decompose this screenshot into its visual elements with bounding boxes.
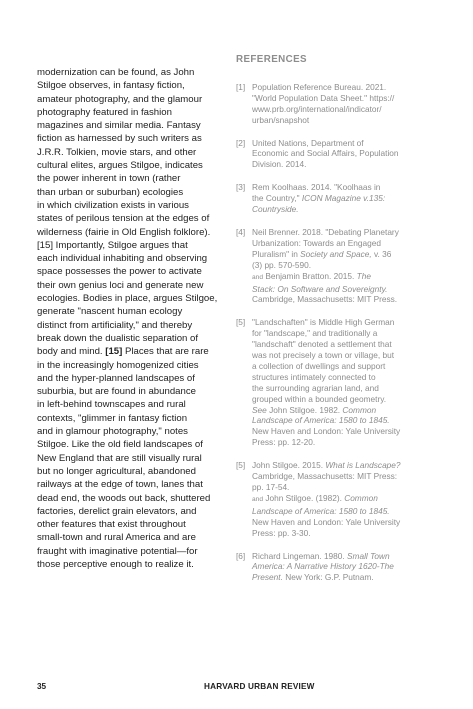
- body-text-column: [37, 66, 227, 571]
- reference-text-segment: New Haven and London: Yale University Press: pp. 3-30.: [252, 516, 401, 538]
- reference-2: [236, 138, 431, 171]
- reference-text: [252, 551, 431, 584]
- reference-italic-title: The Stack: On Software and Sovereignty.: [252, 270, 388, 294]
- reference-text-segment: Cambridge, Massachusetts: MIT Press: pp. 17-54.: [252, 471, 398, 492]
- reference-5a: [236, 317, 431, 448]
- page-number: 35: [37, 682, 47, 691]
- citation-15-bold: [15]: [105, 346, 123, 358]
- reference-text-segment: v. 36 (3) pp. 570-590.: [252, 248, 392, 270]
- reference-text-segment: Cambridge, Massachusetts: MIT Press.: [252, 294, 398, 305]
- reference-text-segment: Richard Lingeman. 1980.: [252, 550, 348, 561]
- reference-italic-title: Common Landscape of America: 1580 to 1845.: [252, 404, 390, 426]
- reference-italic-title: Society and Space,: [300, 248, 372, 259]
- reference-1: [236, 82, 431, 126]
- reference-number: [4]: [236, 226, 246, 237]
- reference-and-connector: and: [252, 273, 264, 281]
- reference-text: [252, 138, 431, 171]
- reference-text: [252, 317, 431, 448]
- reference-italic-title: Common Landscape of America: 1580 to 1845.: [252, 492, 390, 516]
- reference-text: [252, 460, 431, 538]
- reference-text-segment: New York: G.P. Putnam.: [282, 572, 374, 583]
- reference-italic-title: ICON Magazine v.135: Countryside.: [252, 193, 386, 215]
- reference-text-segment: Benjamin Bratton. 2015.: [263, 270, 357, 281]
- reference-italic-title: What is Landscape?: [325, 460, 401, 471]
- journal-title: HARVARD URBAN REVIEW: [204, 682, 315, 691]
- reference-number: [3]: [236, 182, 246, 193]
- reference-text-segment: Population Reference Bureau. 2021. "World Population Data Sheet." https:// www.prb.org/international/indicator/ urban/snapshot: [252, 81, 395, 125]
- reference-number: [5]: [236, 460, 246, 471]
- references-heading: REFERENCES: [236, 54, 307, 65]
- reference-italic-see: See: [252, 404, 267, 415]
- body-paragraph-part-1: modernization can be found, as John Stilgoe observes, in fantasy fiction, amateur photography, and the glamour photography featured in fashion magazines and similar media. Fantasy fiction as harnessed by such writers as J.R.R. Tolkien, movie stars, and other cultural elites, argues Stilgoe, indicates the power inherent in town (rather than urban or suburban) ecologies in which civilization exists in various states of perilous tension at the edges of wilderness (fairie in Old English folklore). [15] Importantly, Stilgoe argues that each individual inhabiting and observing space possesses the power to activate their own genius loci and generate new ecologies. Bodies in place, argues Stilgoe, generate "nascent human ecology distinct from artificiality," and thereby break down the dualistic separation of body and mind.: [37, 67, 218, 358]
- reference-number: [1]: [236, 81, 246, 92]
- references-column: [236, 55, 431, 595]
- reference-text: [252, 227, 431, 305]
- reference-and-connector: and: [252, 495, 264, 503]
- reference-text-segment: John Stilgoe. 2015.: [252, 460, 326, 471]
- reference-number: [2]: [236, 137, 246, 148]
- reference-italic-title: Small Town America: A Narrative History 1620-The Present.: [252, 550, 394, 583]
- reference-text: [252, 82, 431, 126]
- reference-text-segment: "Landschaften" is Middle High German for "landscape," and traditionally a "landschaft" denoted a settlement that was not precisely a town or village, but a collection of dwellings and support structures intimately connected to the surrounding agrarian land, and grouped within a bounded geometry.: [252, 317, 395, 404]
- reference-text-segment: United Nations, Department of Economic and Social Affairs, Population Division. 2014.: [252, 137, 399, 170]
- body-paragraph-part-2: Places that are rare in the increasingly homogenized cities and the hyper-planned landscapes of suburbia, but are found in abundance in left-behind townscapes and rural contexts, "glimmer in fantasy fiction and in glamour photography," notes Stilgoe. Like the old field landscapes of New England that are still visually rural but no longer agricultural, abandoned railways at the edge of town, lanes that dead end, the woods out back, shuttered factories, derelict grain elevators, and other features that exist throughout small-town and rural America and are fraught with imaginative potential—for those perceptive enough to realize it.: [37, 346, 211, 570]
- reference-5b: [236, 460, 431, 538]
- reference-text-segment: John Stilgoe. (1982).: [263, 492, 345, 503]
- reference-3: [236, 182, 431, 215]
- reference-6: [236, 551, 431, 584]
- reference-text-segment: New Haven and London: Yale University Press: pp. 12-20.: [252, 426, 401, 448]
- reference-text-segment: Rem Koolhaas. 2014. "Koolhaas in the Country,": [252, 182, 381, 204]
- reference-text-segment: Neil Brenner. 2018. "Debating Planetary Urbanization: Towards an Engaged Pluralism" in: [252, 226, 399, 259]
- reference-4: [236, 227, 431, 305]
- reference-text: [252, 182, 431, 215]
- reference-text-segment: John Stilgoe. 1982.: [266, 404, 343, 415]
- reference-number: [5]: [236, 317, 246, 328]
- reference-number: [6]: [236, 550, 246, 561]
